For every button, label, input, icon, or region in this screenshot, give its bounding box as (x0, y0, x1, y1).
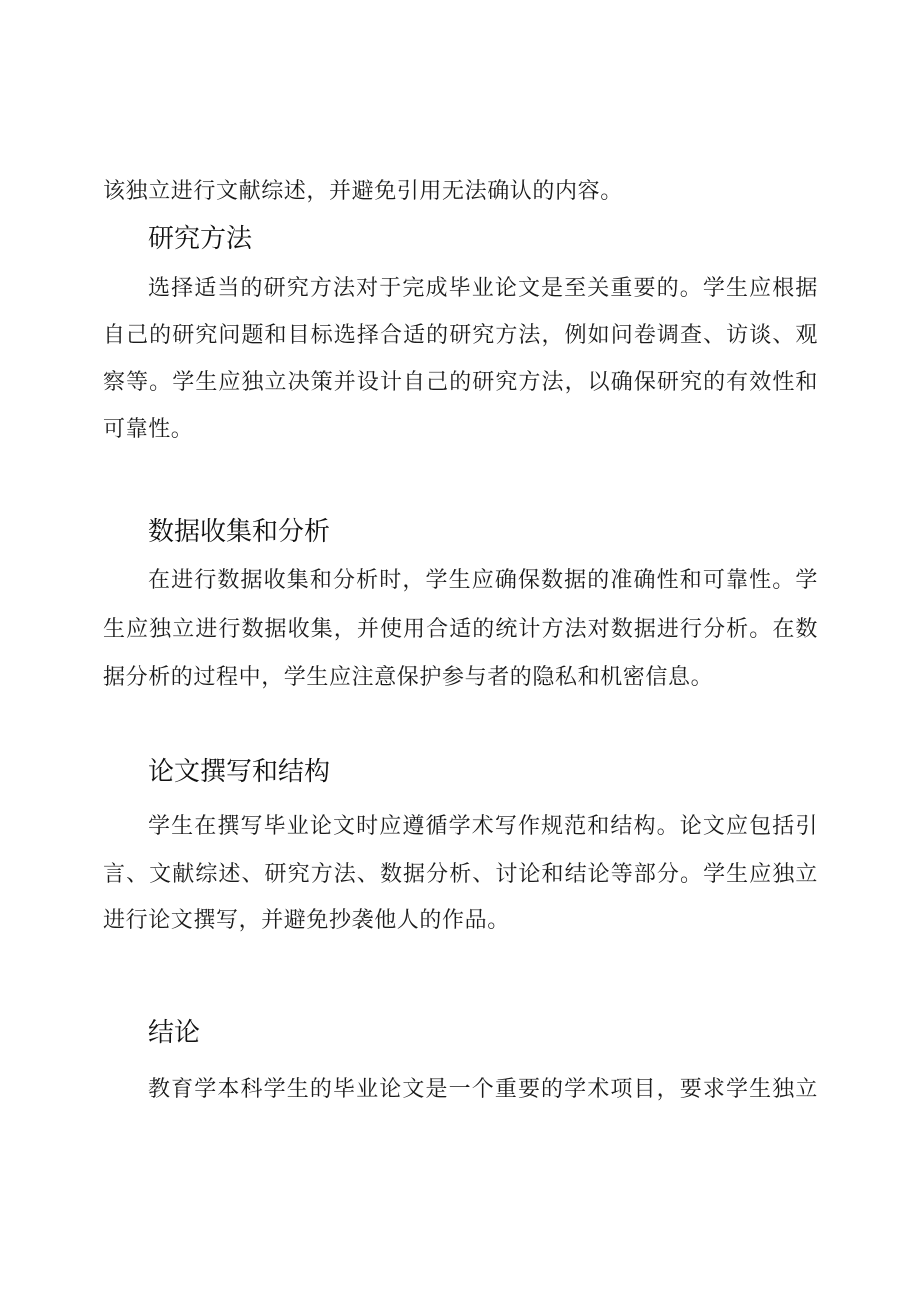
paragraph-line: 言、文献综述、研究方法、数据分析、讨论和结论等部分。学生应独立 (103, 862, 818, 887)
paragraph-line: 自己的研究问题和目标选择合适的研究方法，例如问卷调查、访谈、观 (103, 323, 818, 348)
paragraph-line: 察等。学生应独立决策并设计自己的研究方法，以确保研究的有效性和 (103, 370, 818, 395)
section-heading-research-methods: 研究方法 (148, 224, 253, 254)
paragraph-line: 据分析的过程中，学生应注意保护参与者的隐私和机密信息。 (103, 665, 714, 690)
section-heading-thesis-writing: 论文撰写和结构 (148, 757, 331, 787)
paragraph-line: 该独立进行文献综述，并避免引用无法确认的内容。 (103, 179, 623, 204)
paragraph-line: 进行论文撰写，并避免抄袭他人的作品。 (103, 908, 510, 933)
paragraph-line: 生应独立进行数据收集，并使用合适的统计方法对数据进行分析。在数 (103, 617, 818, 642)
paragraph-line: 选择适当的研究方法对于完成毕业论文是至关重要的。学生应根据 (148, 276, 818, 301)
paragraph-line: 教育学本科学生的毕业论文是一个重要的学术项目，要求学生独立 (148, 1077, 818, 1102)
section-heading-data-collection: 数据收集和分析 (148, 517, 331, 547)
paragraph-line: 在进行数据收集和分析时，学生应确保数据的准确性和可靠性。学 (148, 568, 818, 593)
section-heading-conclusion: 结论 (148, 1018, 201, 1048)
paragraph-line: 学生在撰写毕业论文时应遵循学术写作规范和结构。论文应包括引 (148, 814, 818, 839)
paragraph-line: 可靠性。 (103, 417, 194, 442)
